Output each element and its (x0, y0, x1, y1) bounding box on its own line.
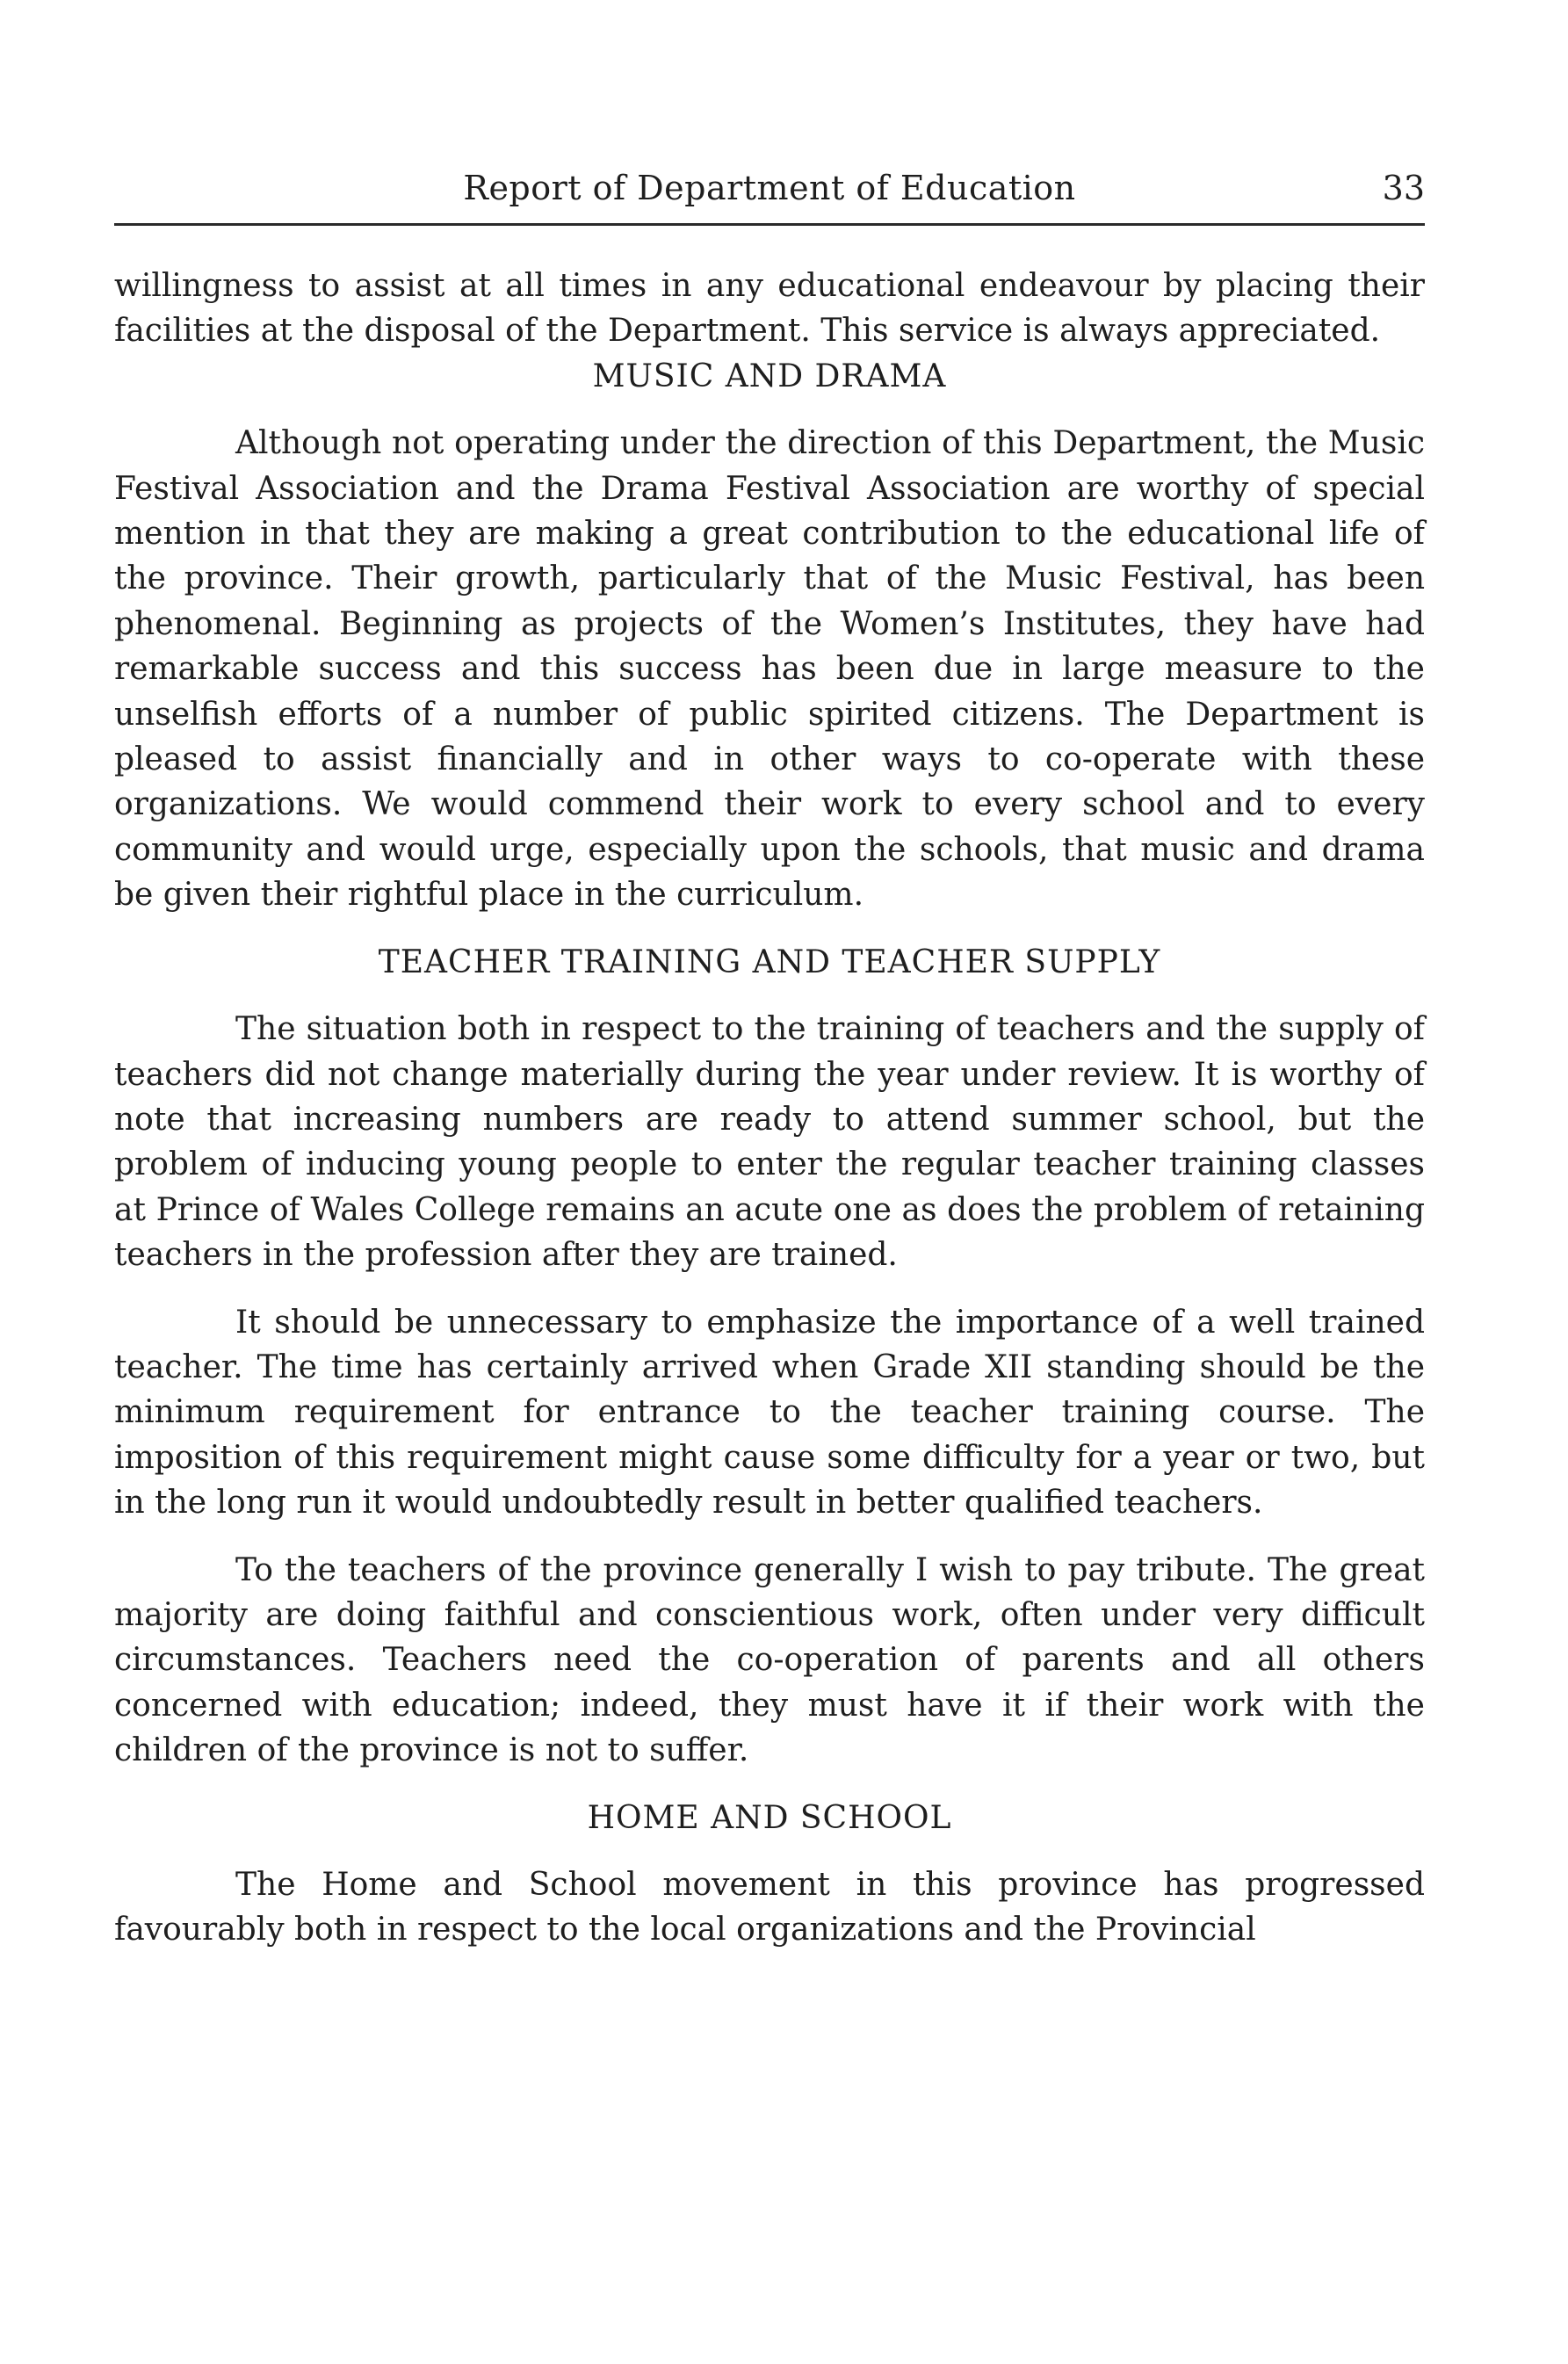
page-number: 33 (1382, 169, 1425, 207)
section-heading-home-and-school: HOME AND SCHOOL (587, 1799, 952, 1836)
header-rule (114, 223, 1425, 226)
body-text (114, 264, 1425, 1953)
section-heading-teacher-training: TEACHER TRAINING AND TEACHER SUPPLY (378, 943, 1161, 980)
paragraph-teacher-training-1: The situation both in respect to the training of teachers and the supply of teachers did not change materially during the year under review. It is worthy of note that increasing numbers are ready to attend summer school, but the problem of inducing young people to enter the regular teacher training classes at Prince of Wales College remains an acute one as does the problem of retaining teachers in the profession after they are trained. (114, 1011, 1425, 1274)
paragraph-teacher-training-2: It should be unnecessary to emphasize the importance of a well trained teacher. The time has certainly arrived when Grade XII standing should be the minimum requirement for entrance to the teacher training course. The imposition of this requirement might cause some difficulty for a year or two, but in the long run it would undoubtedly result in better qualified teachers. (114, 1304, 1425, 1522)
paragraph-music-and-drama: Although not operating under the direction of this Department, the Music Festival Association and the Drama Festival Association are worthy of special mention in that they are making a great contribution to the educational life of the province. Their growth, particularly that of the Music Festival, has been phenomenal. Beginning as projects of the Women’s Institutes, they have had remarkable success and this success has been due in large measure to the unselfish efforts of a number of public spirited citizens. The Department is pleased to assist financially and in other ways to co-operate with these organizations. We would commend their work to every school and to every community and would urge, especially upon the schools, that music and drama be given their rightful place in the curriculum. (114, 425, 1425, 914)
paragraph-teacher-training-3: To the teachers of the province generally I wish to pay tribute. The great majority are doing faithful and conscientious work, often under very difficult circumstances. Teachers need the co-operation of parents and all others concerned with education; indeed, they must have it if their work with the children of the province is not to suffer. (114, 1551, 1425, 1769)
paragraph-home-and-school: The Home and School movement in this province has progressed favourably both in respect to the local organizations and the Provincial (114, 1867, 1425, 1948)
section-heading-music-and-drama: MUSIC AND DRAMA (592, 358, 947, 394)
running-head (114, 165, 1425, 211)
running-title: Report of Department of Education (463, 169, 1076, 207)
paragraph-continuation: willingness to assist at all times in any educational endeavour by placing their facilities at the disposal of the Department. This service is always appreciated. (114, 268, 1425, 350)
